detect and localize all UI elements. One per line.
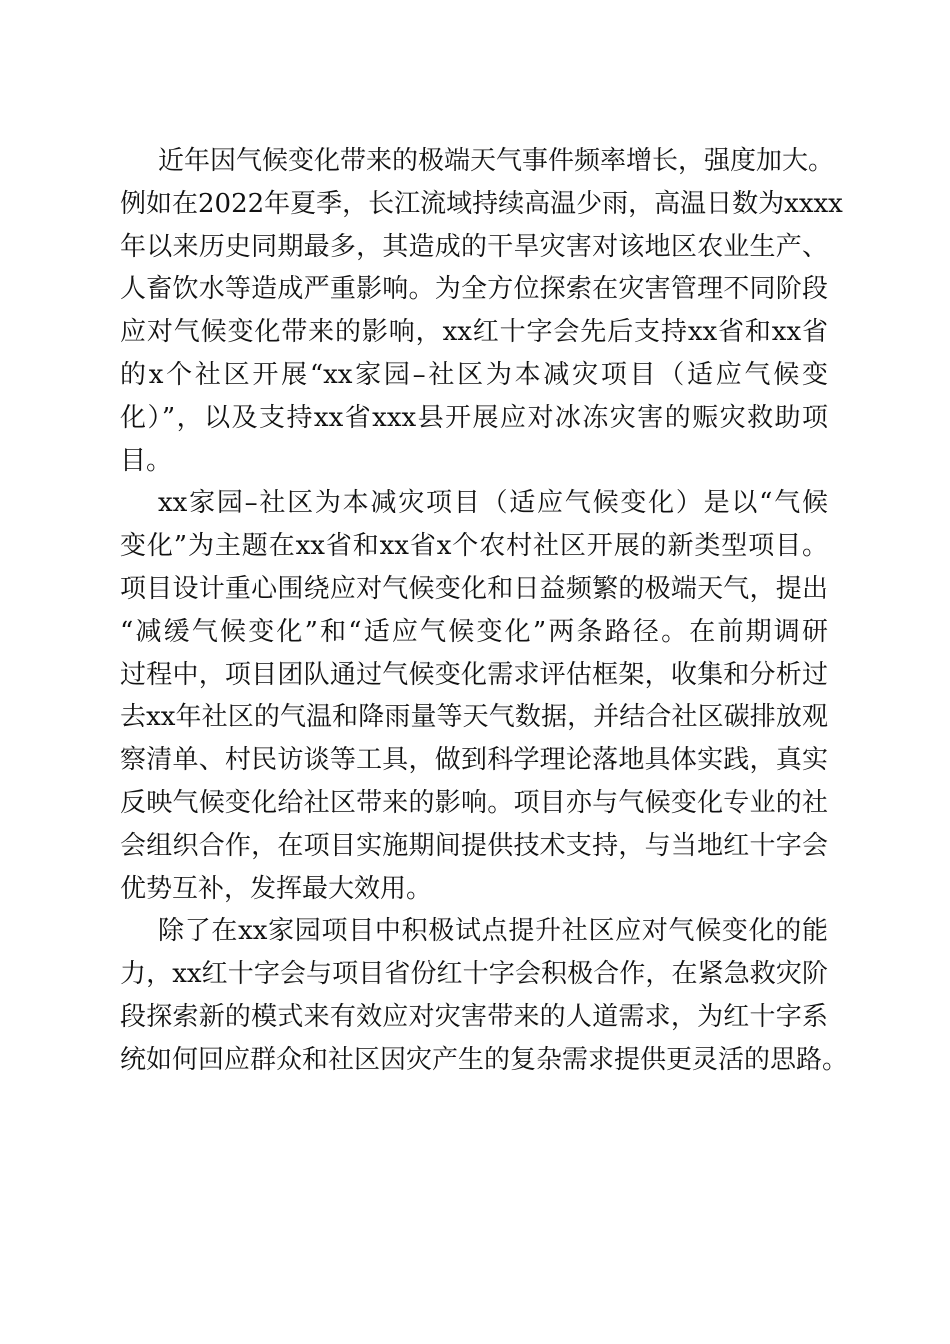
paragraph-line: 年以来历史同期最多，其造成的干旱灾害对该地区农业生产、 <box>120 231 828 262</box>
paragraph-line: 例如在2022年夏季，长江流域持续高温少雨，高温日数为xxxx <box>120 188 843 219</box>
paragraph-line: 会组织合作，在项目实施期间提供技术支持，与当地红十字会 <box>120 830 828 861</box>
paragraph-line: 段探索新的模式来有效应对灾害带来的人道需求，为红十字系 <box>120 1001 828 1032</box>
paragraph-line: 统如何回应群众和社区因灾产生的复杂需求提供更灵活的思路。 <box>120 1044 849 1075</box>
paragraph-line: 项目设计重心围绕应对气候变化和日益频繁的极端天气，提出 <box>120 573 828 604</box>
paragraph-line: 的x个社区开展“xx家园–社区为本减灾项目（适应气候变 <box>120 359 828 390</box>
paragraph-line: 去xx年社区的气温和降雨量等天气数据，并结合社区碳排放观 <box>120 702 828 733</box>
paragraph-line: xx家园–社区为本减灾项目（适应气候变化）是以“气候 <box>158 488 828 519</box>
paragraph-line: 目。 <box>120 445 173 476</box>
paragraph-line: 除了在xx家园项目中积极试点提升社区应对气候变化的能 <box>158 916 828 947</box>
paragraph-line: 反映气候变化给社区带来的影响。项目亦与气候变化专业的社 <box>120 787 828 818</box>
paragraph-2 <box>120 482 828 910</box>
paragraph-line: 过程中，项目团队通过气候变化需求评估框架，收集和分析过 <box>120 659 828 690</box>
paragraph-line: 察清单、村民访谈等工具，做到科学理论落地具体实践，真实 <box>120 745 828 776</box>
paragraph-line: 力，xx红十字会与项目省份红十字会积极合作，在紧急救灾阶 <box>120 959 828 990</box>
paragraph-line: 优势互补，发挥最大效用。 <box>120 873 433 904</box>
paragraph-1 <box>120 140 843 482</box>
paragraph-line: 人畜饮水等造成严重影响。为全方位探索在灾害管理不同阶段 <box>120 274 828 305</box>
paragraph-line: 化）”，以及支持xx省xxx县开展应对冰冻灾害的赈灾救助项 <box>120 402 828 433</box>
paragraph-line: 变化”为主题在xx省和xx省x个农村社区开展的新类型项目。 <box>120 531 828 562</box>
paragraph-line: “减缓气候变化”和“适应气候变化”两条路径。在前期调研 <box>120 616 828 647</box>
document-body <box>120 140 849 1082</box>
paragraph-line: 应对气候变化带来的影响，xx红十字会先后支持xx省和xx省 <box>120 317 828 348</box>
paragraph-3 <box>120 910 849 1081</box>
paragraph-line: 近年因气候变化带来的极端天气事件频率增长，强度加大。 <box>158 146 835 176</box>
